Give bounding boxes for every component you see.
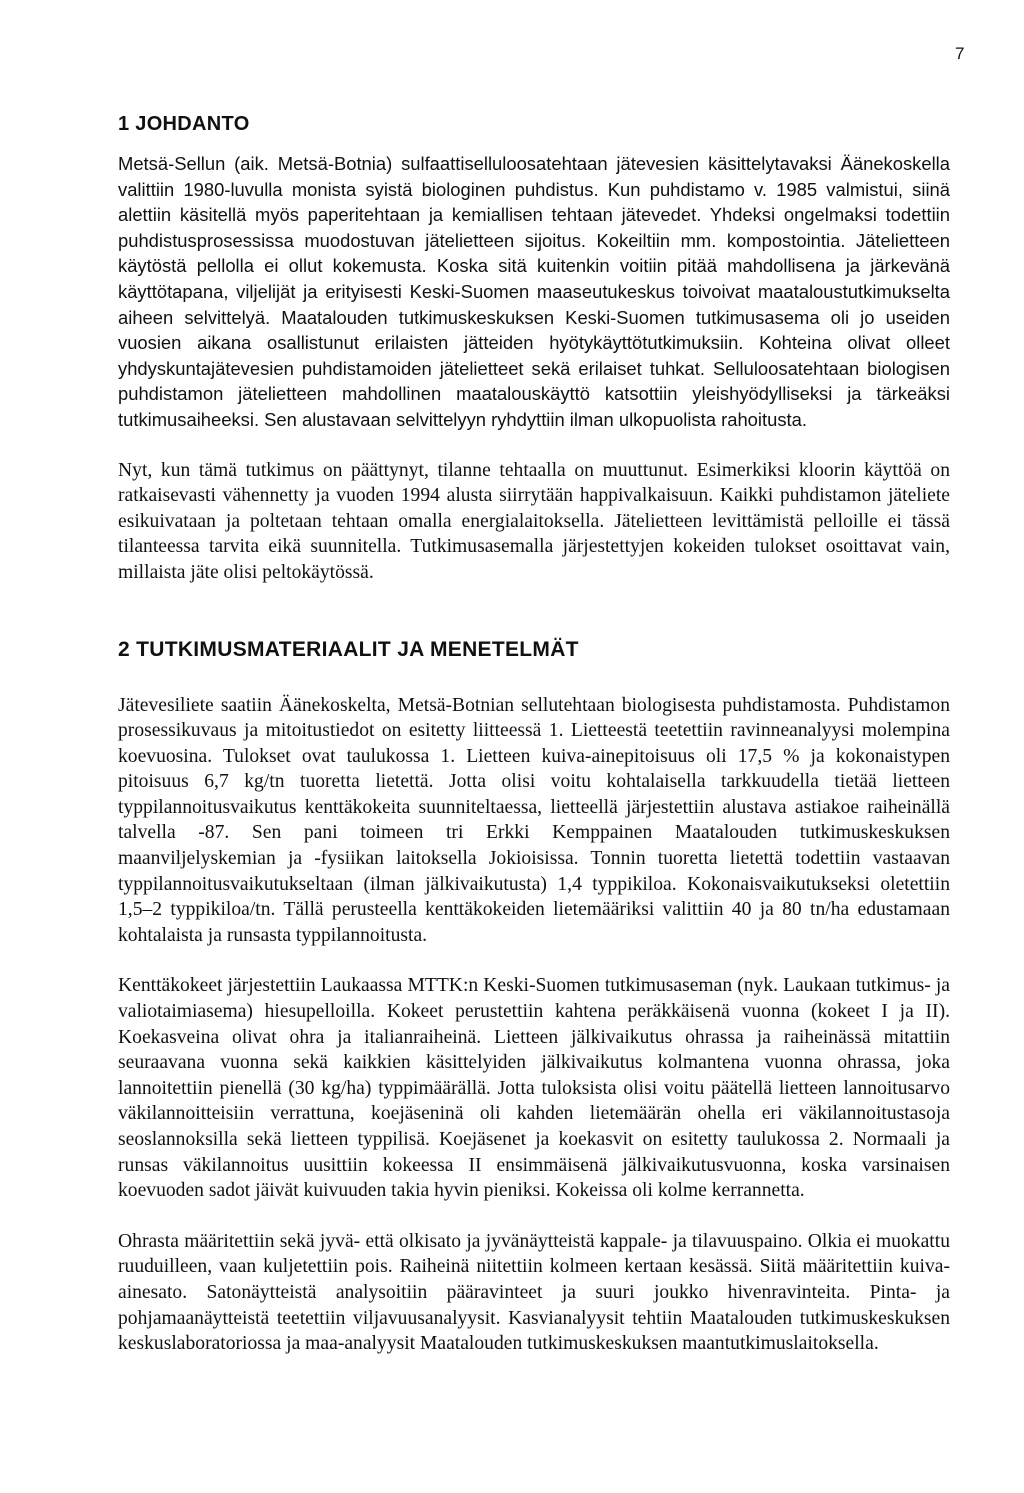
paragraph-gap [118, 433, 950, 458]
page-number: 7 [955, 44, 965, 63]
paragraph-gap [118, 1204, 950, 1229]
section-heading-introduction: 1 JOHDANTO [118, 113, 250, 135]
paragraph-methods-1: Jätevesiliete saatiin Äänekoskelta, Metsä-Botnian sellutehtaan biologisesta puhdistamosta. Puhdistamon prosessikuvaus ja mitoitustiedot on esitetty liitteessä 1. Lietteestä teetettiin ravinneanalyysi molempina koevuosina. Tulokset ovat taulukossa 1. Lietteen kuiva-ainepitoisuus oli 17,5 % ja kokonaistypen pitoisuus 6,7 kg/tn tuoretta lietettä. Jotta olisi voitu kohtalaisella tarkkuudella tietää lietteen typpilannoitusvaikutus kenttäkokeita suunniteltaessa, lietteellä järjestettiin alustava astiakoe raiheinällä talvella -87. Sen pani toimeen tri Erkki Kemppainen Maatalouden tutkimuskeskuksen maanviljelyskemian ja -fysiikan laitoksella Jokioisissa. Tonnin tuoretta lietettä todettiin vastaavan typpilannoitusvaikutukseltaan (ilman jälkivaikutusta) 1,4 typpikiloa. Kokonaisvaikutukseksi oletettiin 1,5–2 typpikiloa/tn. Tällä perusteella kenttäkokeiden lietemääriksi valittiin 40 ja 80 tn/ha edustamaan kohtalaista ja runsasta typpilannoitusta. [118, 694, 950, 946]
document-body [118, 112, 950, 1357]
paragraph-gap [118, 948, 950, 973]
section-heading-materials-methods: 2 TUTKIMUSMATERIAALIT JA MENETELMÄT [118, 637, 579, 661]
paragraph-intro-2: Nyt, kun tämä tutkimus on päättynyt, tilanne tehtaalla on muuttunut. Esimerkiksi kloorin käyttöä on ratkaisevasti vähennetty ja vuoden 1994 alusta siirrytään happivalkaisuun. Kaikki puhdistamon jäteliete esikuivataan ja poltetaan tehtaan omalla energialaitoksella. Jätelietteen levittämistä pelloille ei tässä tilanteessa tarvita eikä suunnitella. Tutkimusasemalla järjestettyjen kokeiden tulokset osoittavat vain, millaista jäte olisi peltokäytössä. [118, 459, 950, 583]
paragraph-methods-2: Kenttäkokeet järjestettiin Laukaassa MTTK:n Keski-Suomen tutkimusaseman (nyk. Laukaan tutkimus- ja valiotaimiasema) hiesupelloilla. Kokeet perustettiin kahtena peräkkäisenä vuonna (kokeet I ja II). Koekasveina olivat ohra ja italianraiheinä. Lietteen jälkivaikutus ohrassa ja raiheinässä mitattiin seuraavana vuonna sekä kaikkien käsittelyiden jälkivaikutus kolmantena vuonna ohrassa, joka lannoitettiin pienellä (30 kg/ha) typpimäärällä. Jotta tuloksista olisi voitu päätellä lietteen lannoitusarvo väkilannoitteisiin verrattuna, koejäseninä oli kahden lietemäärän ohella eri väkilannoitustasoja seoslannoksilla sekä lietteen typpilisä. Koejäsenet ja koekasvit on esitetty taulukossa 2. Normaali ja runsas väkilannoitus uusittiin kokeessa II ensimmäisenä jälkivaikutusvuonna, koska varsinaisen koevuoden sadot jäivät kuivuuden takia hyvin pieniksi. Kokeissa oli kolme kerrannetta. [118, 975, 950, 1202]
paragraph-intro-1: Metsä-Sellun (aik. Metsä-Botnia) sulfaattiselluloosatehtaan jätevesien käsittelytavaksi Äänekoskella valittiin 1980-luvulla monista syistä biologinen puhdistus. Kun puhdistamo v. 1985 valmistui, siinä alettiin käsitellä myös paperitehtaan ja kemiallisen tehtaan jätevedet. Yhdeksi ongelmaksi todettiin puhdistusprosessissa muodostuvan jätelietteen sijoitus. Kokeiltiin mm. kompostointia. Jätelietteen käytöstä pellolla ei ollut kokemusta. Koska sitä kuitenkin voitiin pitää mahdollisena ja järkevänä käyttötapana, viljelijät ja erityisesti Keski-Suomen maaseutukeskus toivoivat maataloustutkimukselta aiheen selvittelyä. Maatalouden tutkimuskeskuksen Keski-Suomen tutkimusasema oli jo useiden vuosien aikana osallistunut erilaisten jätteiden hyötykäyttötutkimuksiin. Kohteina olivat olleet yhdyskuntajätevesien puhdistamoiden jätelietteet sekä erilaiset tuhkat. Selluloosatehtaan biologisen puhdistamon jätelietteen mahdollinen maatalouskäyttö katsottiin yleishyödylliseksi ja tärkeäksi tutkimusaiheeksi. Sen alustavaan selvittelyyn ryhdyttiin ilman ulkopuolista rahoitusta. [118, 153, 950, 430]
paragraph-methods-3: Ohrasta määritettiin sekä jyvä- että olkisato ja jyvänäytteistä kappale- ja tilavuuspaino. Olkia ei muokattu ruuduilleen, vaan kuljetettiin pois. Raiheinä niitettiin kolmeen kertaan kesässä. Siitä määritettiin kuiva-ainesato. Satonäytteistä analysoitiin pääravinteet ja suuri joukko hivenravinteita. Pinta- ja pohjamaanäytteistä teetettiin viljavuusanalyysit. Kasvianalyysit tehtiin Maatalouden tutkimuskeskuksen keskuslaboratoriossa ja maa-analyysit Maatalouden tutkimuskeskuksen maantutkimuslaitoksella. [118, 1230, 950, 1355]
